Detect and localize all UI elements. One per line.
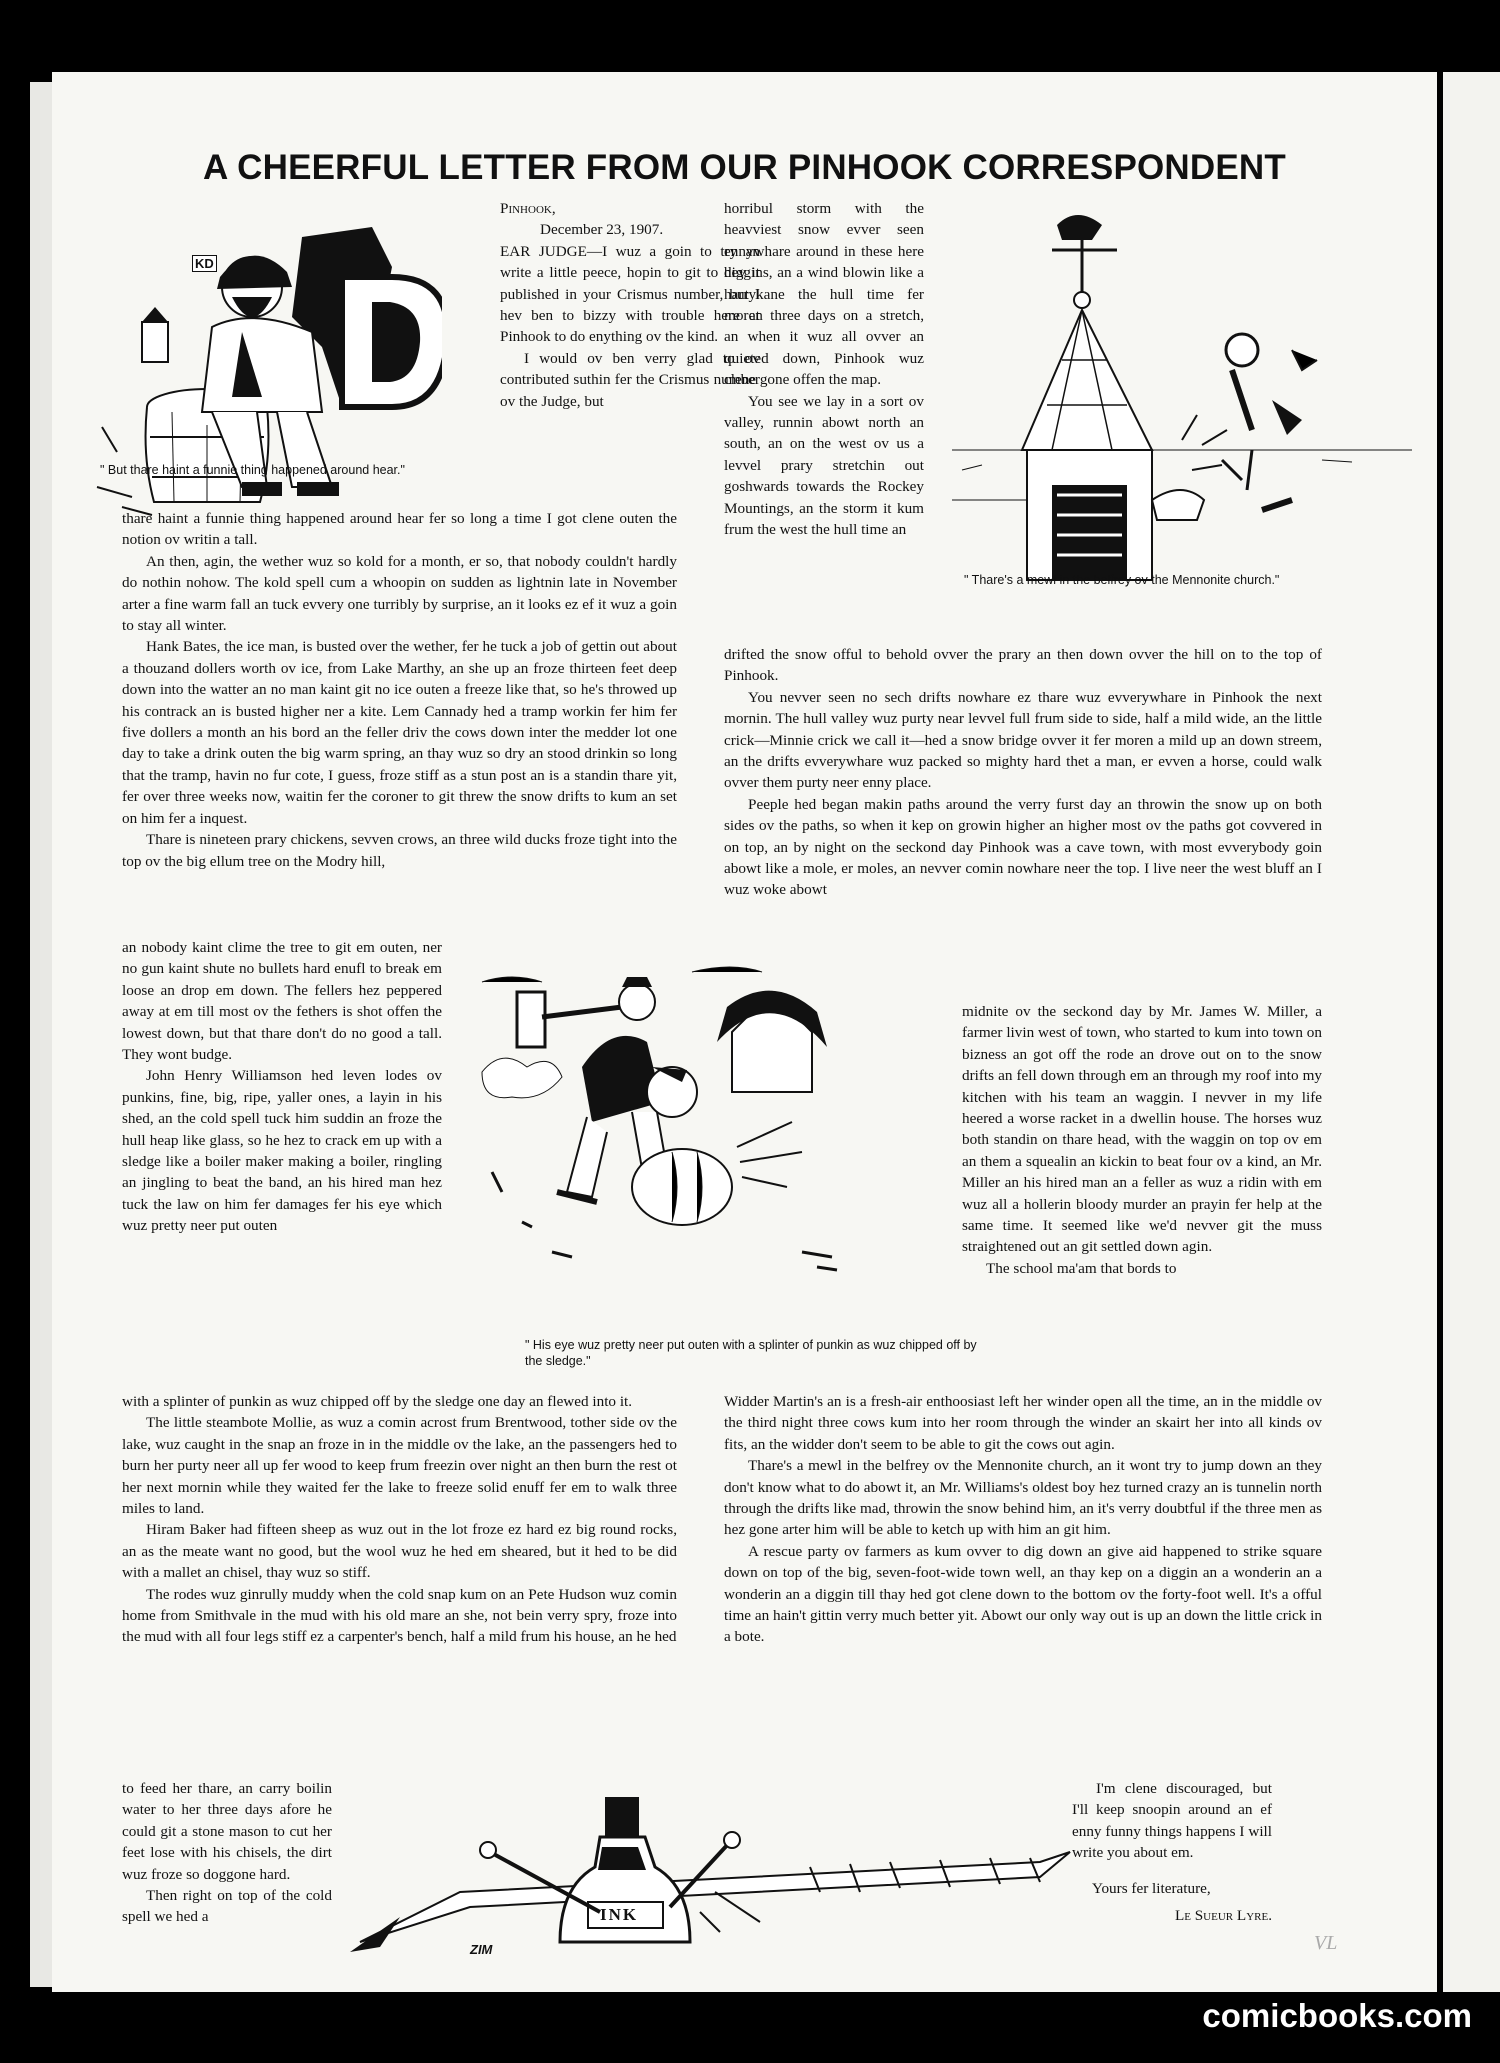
left-narrow-text [122,937,442,1237]
right-para-1: drifted the snow offul to behold ovver the prary an then down ovver the hill on to the top of Pinhook. [724,646,1322,685]
article-title: A CHEERFUL LETTER FROM OUR PINHOOK CORRESPONDENT [203,148,1286,187]
church-illustration [942,200,1422,620]
signature: Le Sueur Lyre. [1174,1907,1272,1925]
right-lower-text [724,1391,1322,1648]
left-lower-text [122,1391,677,1648]
storm-paragraph: horribul storm with the heavviest snow evver seen ennywhare around in these here diggins, an a wind blowin like a harrykane the hull time fer moren three days on a stretch, an when it wuz all ovver an quieted down, Pinhook wuz clene gone offen the map. [724,200,924,389]
left-main-text [122,508,677,872]
left-lower-3: Hiram Baker had fifteen sheep as wuz out in the lot froze ez hard ez big round rocks, an as the meate want no good, but the wool wuz he hed em sheared, but it hed to be did with a mallet an chisel, thay wuz so stiff. [122,1521,677,1582]
left-bottom-1: to feed her thare, an carry boilin water to her three days afore he could git a stone mason to cut her feet lose with his chisels, the dirt wuz froze so doggone hard. [122,1780,332,1883]
opening-column [500,198,760,412]
caption-church: " Thare's a mewl in the belfrey ov the Mennonite church." [964,573,1280,587]
closing-paragraph: I'm clene discouraged, but I'll keep snoopin around an ef enny funny things happens I will write you about em. [1072,1780,1272,1862]
ink-label: INK [600,1905,639,1924]
brand-watermark: comicbooks.com [1202,1997,1472,2034]
opening-paragraph-2: I would ov ben verry glad to ov contributed suthin fer the Crismus number ov the Judge, but [500,349,760,410]
closing-text [1072,1778,1272,1926]
dateline-date: December 23, 1907. [540,221,664,239]
inkpot-illustration [340,1792,1130,1972]
right-lower-1: Widder Martin's an is a fresh-air enthoosiast left her winder open all the time, an in the middle ov the third night three cows kum into her room through the winder an skairt her into all kinds ov fits, an the widder don't seem to be able to git the cows out agin. [724,1393,1322,1453]
right-main-text [724,644,1322,901]
left-para-2: An then, agin, the wether wuz so kold for a month, er so, that nobody couldn't hardly do nothin nohow. The kold spell cum a whoopin on sudden as lightnin late in November arter a fine warm fall an tuck evvery one turribly by surprise, an it looks ez ef it wuz a goin to stay all winter. [122,552,677,635]
left-bottom-2: Then right on top of the cold spell we hed a [122,1887,332,1926]
right-lower-3: A rescue party ov farmers as kum ovver to dig down an give aid happened to strike square down on top of the big, seven-foot-wide town well, an thay kep on a diggin an a wonderin an a wonderin an a diggin till thay hed got clene down to the bottom ov the forty-foot well. It's a offul time an hain't gittin verry much better yit. Abowt our only way out is up an down the little crick in a bote. [724,1542,1322,1646]
valley-paragraph: You see we lay in a sort ov valley, runnin abowt north an south, an on the west ov us a levvel prary stretchin out goshwards towards the Rockey Mountings, an the storm it kum frum the west the hull time an [724,392,924,539]
facing-page-strip [1443,72,1500,1992]
left-lower-1: with a splinter of punkin as wuz chipped off by the sledge one day an flewed into it. [122,1393,633,1410]
left-lower-2: The little steambote Mollie, as wuz a comin acrost frum Brentwood, tother side ov the lake, wuz caught in the snap an froze in in the middle ov the lake, an the passengers hed to burn her purty neer all up fer wood to keep frum freezin over night an then burn the rest ot her next mornin while they waited fer the lake to freeze solid enuff fer em to walk three miles to land. [122,1414,677,1518]
right-lower-2: Thare's a mewl in the belfrey ov the Mennonite church, an it wont try to jump down an they don't know what to do abowt it, an Mr. Williams's oldest boy hez turned crazy an is tunnelin north through the drifts like mad, throwin the snow behind him, an it's verry doubtful if the three men as hez gone arter him will be able to ketch up with him an git him. [724,1457,1322,1539]
left-narrow-2: John Henry Williamson hed leven lodes ov punkins, fine, big, ripe, yaller ones, a layin in his shed, an the cold spell tuck him suddin an froze the hull heap like glass, so he hez to crack em up with a sledge like a boiler maker making a boiler, ringling an jingling to beat the band, an his hired man hez tuck the law on him fer damages fer his eye which wuz pretty neer put outen [122,1067,442,1235]
left-para-3: Hank Bates, the ice man, is busted over the wether, fer he tuck a job of gettin out about a thouzand dollers worth ov ice, from Lake Marthy, an she up an froze thirteen feet deep down into the watter an no man kaint git no ice outen a freeze like that, so he's throwed up his contrack an is busted higher ner a kite. Lem Cannady hed a tramp workin fer him fer five dollers a month an his bord an the feller driv the cows down inter the medder lot one day to take a drink outen the big warm spring, an thay wuz so dry an stood drinkin so long that the tramp, havin no fur cote, I guess, froze stiff as a stun post an is a standin thare yit, fer over three weeks now, waitin fer the coroner to git threw the snow drifts to kum an set on him fer a inquest. [122,638,677,827]
artist-signature: ZIM [470,1942,493,1957]
left-narrow-1: an nobody kaint clime the tree to git em outen, ner no gun kaint shute no bullets hard enufl to break em loose an drop em down. The fellers hez peppered away at em till most ov the fethers is shot offen the lowest down, but that thare don't do no good a tall. They wont budge. [122,939,442,1064]
left-lower-4: The rodes wuz ginrully muddy when the cold snap kum on an Pete Hudson wuz comin home from Smithvale in the mud with his old mare an she, not bein verry spry, froze into the mud with all four legs stiff ez a carpenter's bench, half a mild frum his house, an he hed [122,1585,677,1646]
magazine-page [52,72,1437,1992]
right-para-3: Peeple hed began makin paths around the verry furst day an throwin the snow up on both sides ov the paths, so when it kep on growin higher an higher most ov the paths got covvered in on top, an by night on the seckond day Pinhook was a cave town, with most evverybody goin abowt like a mole, er moles, an nevver comin nowhare neer the top. I live neer the west bluff an I wuz woke abowt [724,795,1322,899]
caption-tramp: " But thare haint a funnie thing happened around hear." [100,463,405,477]
sledge-illustration [472,952,882,1337]
left-para-1: thare haint a funnie thing happened around hear fer so long a time I got clene outen the notion ov writin a tall. [122,510,677,549]
opening-paragraph: EAR JUDGE—I wuz a goin to try an write a little peece, hopin to git to hev it published in your Crismus number, but I hev ben to bizzy with trouble here at Pinhook to do enything ov the kind. [500,242,760,346]
left-bottom-text [122,1778,332,1928]
right-narrow-1: midnite ov the seckond day by Mr. James W. Miller, a farmer livin west of town, who started to kum into town on bizness an got off the rode an drove out on to the snow drifts an fell down through em an through my roof into my kitchen with his team an waggin. I nevver in my life heered a worse racket in a dwellin house. The horses wuz both standin on thare head, with the waggin on top ov em an them a squealin an kickin to beat four ov a kind, an Mr. Miller an his hired man an a feller as wuz a ridin with em wuz all a hollerin bloody murder an prayin fer help at the same time. It seemed like we'd nevver git the muss straightened out an git settled down agin. [962,1003,1322,1256]
caption-sledge: " His eye wuz pretty neer put outen with a splinter of punkin as wuz chipped off by the sledge." [525,1338,977,1368]
right-narrow-text [962,1001,1322,1279]
right-narrow-2: The school ma'am that bords to [986,1259,1177,1277]
signoff: Yours fer literature, [1092,1879,1211,1897]
left-para-4: Thare is nineteen prary chickens, sevven crows, an three wild ducks froze tight into the top ov the big ellum tree on the Modry hill, [122,831,677,870]
storm-column-text [724,198,924,541]
margin-mark: VL [1314,1932,1338,1954]
barrel-label: KD [192,255,217,272]
dateline-place: Pinhook, [500,200,556,217]
right-para-2: You nevver seen no sech drifts nowhare ez thare wuz evverywhare in Pinhook the next mornin. The hull valley wuz purty near levvel full frum side to side, half a mild wide, an the little crick—Minnie crick we call it—hed a snow bridge ovver it fer moren a mild up an down streem, an the drifts evverywhare wuz packed so mighty hard thet a man, er evven a horse, could walk ovver them purty neer enny place. [724,688,1322,792]
